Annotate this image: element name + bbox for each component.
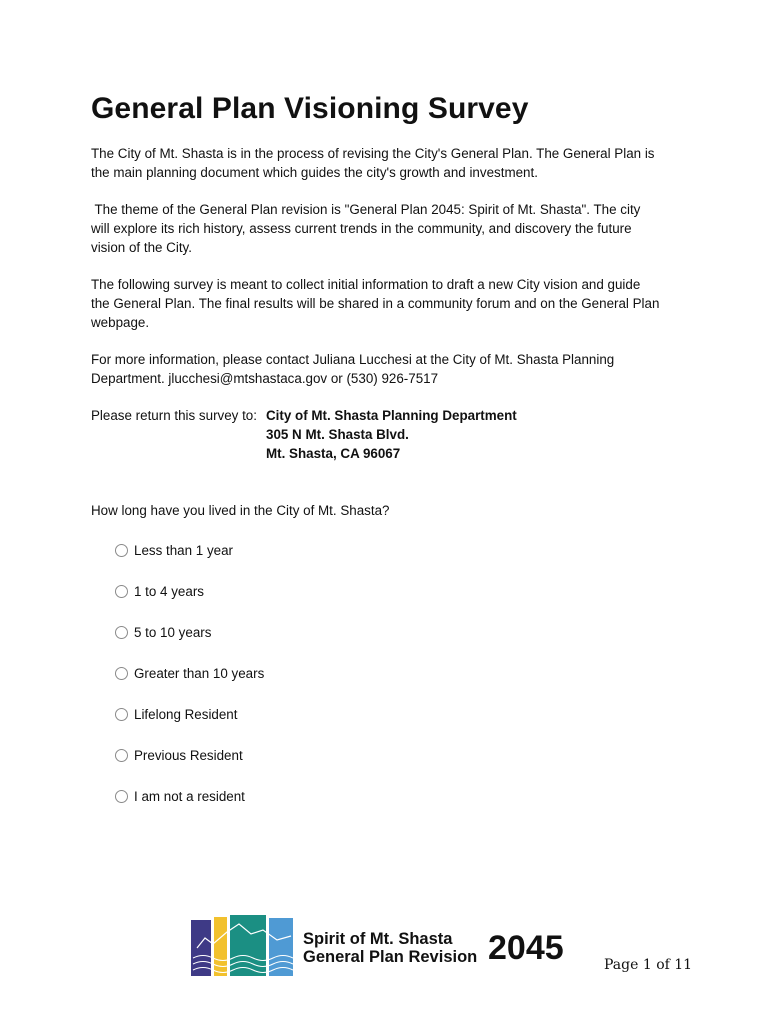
option-not-a-resident[interactable] — [115, 786, 245, 806]
radio-button[interactable] — [115, 708, 128, 721]
return-address — [266, 406, 517, 463]
radio-button[interactable] — [115, 544, 128, 557]
radio-button[interactable] — [115, 749, 128, 762]
purpose-paragraph — [91, 275, 691, 332]
option-greater-than-10-years[interactable] — [115, 663, 264, 683]
page-number: Page 1 of 11 — [604, 957, 693, 973]
address-line: Mt. Shasta, CA 96067 — [266, 446, 401, 461]
return-instructions — [91, 406, 261, 425]
option-less-than-1-year[interactable] — [115, 540, 233, 560]
option-label: Less than 1 year — [134, 542, 234, 558]
paragraph-line: For more information, please contact Juliana Lucchesi at the City of Mt. Shasta Planning — [91, 352, 615, 367]
option-1-to-4-years[interactable] — [115, 581, 204, 601]
option-previous-resident[interactable] — [115, 745, 243, 765]
paragraph-line: The following survey is meant to collect initial information to draft a new City vision and guide — [91, 277, 641, 292]
option-label: 5 to 10 years — [134, 624, 212, 640]
paragraph-line: vision of the City. — [91, 240, 192, 255]
paragraph-line: the General Plan. The final results will be shared in a community forum and on the General Plan — [91, 296, 660, 311]
paragraph-line: the main planning document which guides the city's growth and investment. — [91, 165, 538, 180]
radio-button[interactable] — [115, 667, 128, 680]
logo-year: 2045 — [488, 929, 564, 967]
theme-paragraph — [91, 200, 691, 257]
logo-tagline-line1: Spirit of Mt. Shasta — [303, 930, 453, 948]
paragraph-line: The City of Mt. Shasta is in the process of revising the City's General Plan. The General Plan is — [91, 146, 655, 161]
address-line: 305 N Mt. Shasta Blvd. — [266, 427, 409, 442]
option-label: Previous Resident — [134, 747, 243, 763]
logo-tagline-line2: General Plan Revision — [303, 948, 478, 966]
radio-button[interactable] — [115, 626, 128, 639]
paragraph-line: The theme of the General Plan revision is "General Plan 2045: Spirit of Mt. Shasta". The city — [91, 202, 641, 217]
radio-button[interactable] — [115, 790, 128, 803]
paragraph-line: will explore its rich history, assess current trends in the community, and discovery the future — [91, 221, 632, 236]
option-lifelong-resident[interactable] — [115, 704, 237, 724]
paragraph-line: webpage. — [91, 315, 150, 330]
option-label: Lifelong Resident — [134, 706, 238, 722]
return-label: Please return this survey to: — [91, 408, 261, 423]
option-label: 1 to 4 years — [134, 583, 204, 599]
question-residency: How long have you lived in the City of Mt. Shasta? — [91, 503, 390, 518]
contact-paragraph — [91, 350, 691, 388]
option-5-to-10-years[interactable] — [115, 622, 211, 642]
paragraph-line: Department. jlucchesi@mtshastaca.gov or (530) 926-7517 — [91, 371, 439, 386]
general-plan-logo — [191, 914, 571, 976]
radio-button[interactable] — [115, 585, 128, 598]
page-title: General Plan Visioning Survey — [91, 92, 529, 125]
intro-paragraph — [91, 144, 691, 182]
option-label: Greater than 10 years — [134, 665, 265, 681]
option-label: I am not a resident — [134, 788, 245, 804]
logo-bar-yellow — [214, 917, 227, 976]
address-line: City of Mt. Shasta Planning Department — [266, 408, 517, 423]
